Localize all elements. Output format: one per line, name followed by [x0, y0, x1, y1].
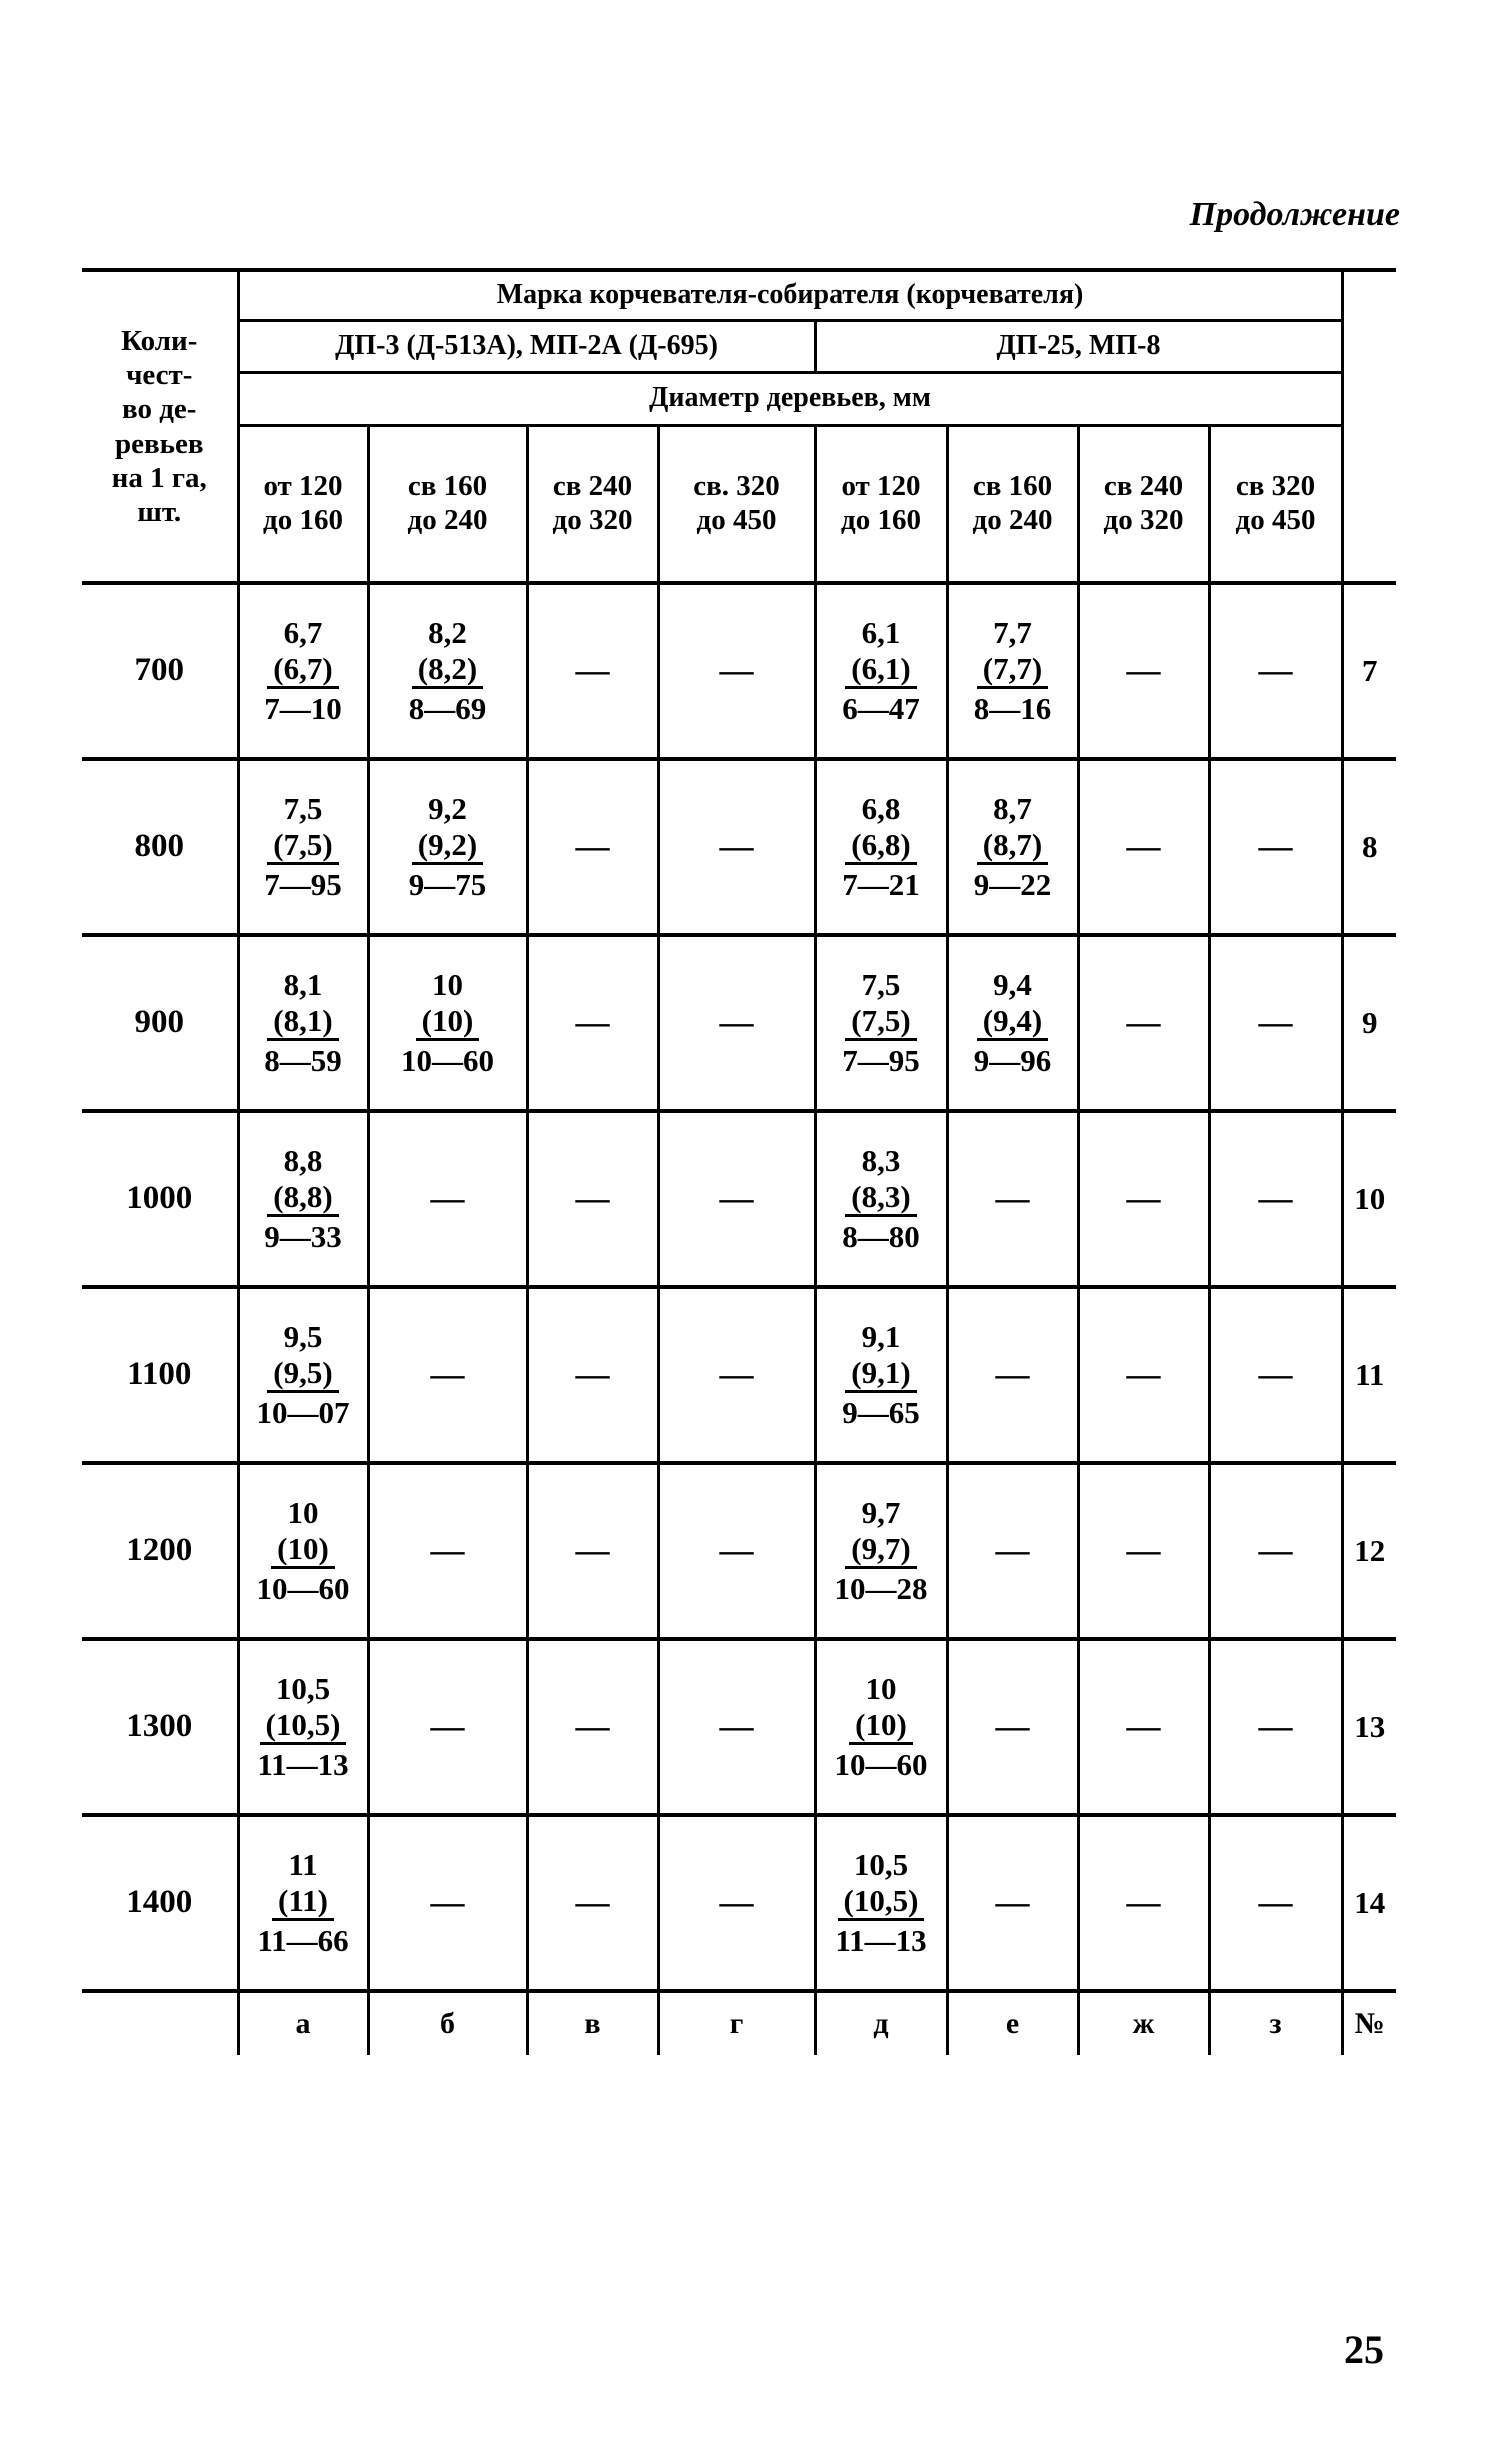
productivity-value: 10 [432, 967, 463, 1003]
productivity-alt-value: (6,7) [267, 651, 338, 690]
productivity-alt-value: (6,1) [845, 651, 916, 690]
value-stack [974, 967, 1052, 1079]
dash-cell: — [527, 935, 658, 1111]
time-value: 11—13 [835, 1923, 927, 1959]
productivity-value: 9,1 [861, 1319, 901, 1355]
time-value: 9—65 [842, 1395, 920, 1431]
productivity-alt-value: (9,2) [412, 827, 483, 866]
productivity-alt-value: (8,7) [977, 827, 1048, 866]
dash-cell: — [947, 1111, 1078, 1287]
value-stack [264, 1143, 342, 1255]
row-number-cell: 12 [1342, 1463, 1396, 1639]
productivity-value: 9,4 [993, 967, 1032, 1003]
value-stack [974, 791, 1052, 903]
time-value: 9—33 [264, 1219, 342, 1255]
productivity-value: 7,5 [861, 967, 901, 1003]
productivity-alt-value: (10) [849, 1707, 913, 1746]
dash-cell: — [1209, 583, 1342, 759]
productivity-value: 10 [865, 1671, 897, 1707]
dash-cell: — [1078, 759, 1209, 935]
productivity-alt-value: (8,2) [412, 651, 483, 690]
footer-letter-cell: в [527, 1991, 658, 2055]
tree-count-cell: 1200 [82, 1463, 238, 1639]
time-value: 8—59 [264, 1043, 342, 1079]
row-number-cell: 10 [1342, 1111, 1396, 1287]
time-value: 9—96 [973, 1043, 1052, 1079]
dash-cell: — [527, 1463, 658, 1639]
value-stack [842, 615, 920, 727]
group1-header: ДП-3 (Д-513А), МП-2А (Д-695) [238, 320, 815, 372]
tree-count-cell: 700 [82, 583, 238, 759]
dash-cell: — [368, 1815, 527, 1991]
dash-cell: — [527, 1815, 658, 1991]
value-stack [842, 1143, 920, 1255]
productivity-alt-value: (10,5) [838, 1883, 925, 1922]
value-cell [238, 1463, 368, 1639]
dash-cell: — [1078, 1111, 1209, 1287]
productivity-alt-value: (9,5) [267, 1355, 338, 1394]
dash-cell: — [658, 935, 815, 1111]
footer-letter-cell: а [238, 1991, 368, 2055]
productivity-alt-value: (8,3) [845, 1179, 916, 1218]
productivity-alt-value: (8,1) [267, 1003, 338, 1042]
productivity-value: 9,5 [283, 1319, 323, 1355]
table-row [82, 1815, 1396, 1991]
dash-cell: — [947, 1639, 1078, 1815]
value-stack [264, 791, 342, 903]
dash-cell: — [1209, 1463, 1342, 1639]
dash-cell: — [658, 1815, 815, 1991]
value-cell [815, 1639, 947, 1815]
dash-cell: — [368, 1111, 527, 1287]
time-value: 7—95 [842, 1043, 920, 1079]
tree-count-cell: 900 [82, 935, 238, 1111]
value-cell [815, 1287, 947, 1463]
page-number: 25 [1344, 2327, 1384, 2372]
diameter-column-header: св 320 до 450 [1209, 425, 1342, 583]
dash-cell: — [1078, 583, 1209, 759]
productivity-value: 6,8 [861, 791, 901, 827]
table-row [82, 1287, 1396, 1463]
dash-cell: — [527, 759, 658, 935]
value-stack [264, 615, 342, 727]
productivity-value: 8,8 [283, 1143, 323, 1179]
value-cell [238, 1111, 368, 1287]
productivity-value: 10,5 [275, 1671, 331, 1707]
time-value: 7—10 [264, 691, 342, 727]
dash-cell: — [527, 1111, 658, 1287]
time-value: 6—47 [842, 691, 920, 727]
dash-cell: — [947, 1463, 1078, 1639]
dash-cell: — [658, 583, 815, 759]
dash-cell: — [658, 1463, 815, 1639]
row-number-cell: 14 [1342, 1815, 1396, 1991]
value-stack [257, 1671, 348, 1783]
tree-count-cell: 1300 [82, 1639, 238, 1815]
value-cell [815, 935, 947, 1111]
time-value: 10—07 [256, 1395, 350, 1431]
productivity-alt-value: (7,5) [845, 1003, 916, 1042]
productivity-alt-value: (10) [271, 1531, 335, 1570]
dash-cell: — [947, 1815, 1078, 1991]
dash-cell: — [658, 1639, 815, 1815]
table-row [82, 1463, 1396, 1639]
footer-letter-cell: е [947, 1991, 1078, 2055]
diameter-column-header: св 160 до 240 [947, 425, 1078, 583]
footer-letter-cell: г [658, 1991, 815, 2055]
time-value: 11—13 [257, 1747, 349, 1783]
value-stack [835, 1671, 928, 1783]
value-stack [409, 615, 487, 727]
dash-cell: — [947, 1287, 1078, 1463]
productivity-alt-value: (6,8) [845, 827, 916, 866]
table-row [82, 759, 1396, 935]
productivity-alt-value: (9,7) [845, 1531, 916, 1570]
value-cell [947, 759, 1078, 935]
productivity-value: 8,7 [993, 791, 1032, 827]
value-cell [238, 1815, 368, 1991]
time-value: 7—95 [264, 867, 342, 903]
value-stack [842, 967, 920, 1079]
value-cell [238, 759, 368, 935]
dash-cell: — [1078, 1463, 1209, 1639]
value-cell [815, 759, 947, 935]
time-value: 8—80 [842, 1219, 920, 1255]
time-value: 10—28 [834, 1571, 928, 1607]
diameter-header: Диаметр деревьев, мм [238, 372, 1342, 425]
tree-count-cell: 1000 [82, 1111, 238, 1287]
value-stack [842, 791, 920, 903]
dash-cell: — [527, 583, 658, 759]
value-stack [835, 1847, 926, 1959]
productivity-value: 6,1 [861, 615, 901, 651]
corchevatel-table [82, 268, 1396, 2055]
footer-letter-cell: д [815, 1991, 947, 2055]
diameter-column-header: от 120 до 160 [238, 425, 368, 583]
time-value: 10—60 [834, 1747, 928, 1783]
row-number-cell: 7 [1342, 583, 1396, 759]
value-stack [264, 967, 342, 1079]
value-cell [238, 1639, 368, 1815]
dash-cell: — [1209, 759, 1342, 935]
dash-cell: — [1209, 935, 1342, 1111]
dash-cell: — [1209, 1639, 1342, 1815]
footer-row [82, 1991, 1396, 2055]
dash-cell: — [1078, 935, 1209, 1111]
footer-empty-cell [82, 1991, 238, 2055]
value-stack [401, 967, 494, 1079]
table-row [82, 1639, 1396, 1815]
productivity-alt-value: (7,7) [977, 651, 1048, 690]
time-value: 10—60 [256, 1571, 350, 1607]
diameter-column-header: св 240 до 320 [1078, 425, 1209, 583]
value-stack [409, 791, 487, 903]
time-value: 7—21 [842, 867, 920, 903]
productivity-alt-value: (8,8) [267, 1179, 338, 1218]
time-value: 10—60 [401, 1043, 494, 1079]
time-value: 9—22 [973, 867, 1052, 903]
value-stack [257, 1319, 350, 1431]
time-value: 9—75 [408, 867, 487, 903]
value-cell [368, 935, 527, 1111]
value-cell [815, 1463, 947, 1639]
productivity-value: 8,2 [428, 615, 467, 651]
dash-cell: — [658, 1287, 815, 1463]
dash-cell: — [658, 759, 815, 935]
productivity-value: 11 [288, 1847, 318, 1883]
productivity-value: 7,5 [283, 791, 323, 827]
value-cell [947, 583, 1078, 759]
footer-letter-cell: з [1209, 1991, 1342, 2055]
dash-cell: — [1078, 1639, 1209, 1815]
value-cell [238, 935, 368, 1111]
dash-cell: — [1078, 1287, 1209, 1463]
productivity-value: 9,7 [861, 1495, 901, 1531]
productivity-alt-value: (11) [272, 1883, 334, 1922]
productivity-alt-value: (9,1) [845, 1355, 916, 1394]
diameter-column-header: св 240 до 320 [527, 425, 658, 583]
count-header: Коли- чест- во де- ревьев на 1 га, шт. [82, 270, 238, 583]
time-value: 8—16 [973, 691, 1052, 727]
value-stack [835, 1495, 928, 1607]
dash-cell: — [1078, 1815, 1209, 1991]
productivity-alt-value: (7,5) [267, 827, 338, 866]
value-stack [842, 1319, 920, 1431]
diameter-column-header: св. 320 до 450 [658, 425, 815, 583]
dash-cell: — [1209, 1287, 1342, 1463]
dash-cell: — [368, 1287, 527, 1463]
dash-cell: — [1209, 1815, 1342, 1991]
num-header-spacer [1342, 270, 1396, 583]
dash-cell: — [1209, 1111, 1342, 1287]
productivity-alt-value: (10,5) [260, 1707, 347, 1746]
footer-num-label: № [1342, 1991, 1396, 2055]
value-cell [815, 1815, 947, 1991]
brand-title-header: Марка корчевателя-собирателя (корчевателя) [238, 270, 1342, 320]
productivity-value: 8,3 [861, 1143, 901, 1179]
productivity-value: 9,2 [428, 791, 467, 827]
table-row [82, 1111, 1396, 1287]
dash-cell: — [527, 1639, 658, 1815]
row-number-cell: 13 [1342, 1639, 1396, 1815]
value-cell [368, 583, 527, 759]
productivity-alt-value: (10) [416, 1003, 480, 1042]
productivity-value: 10,5 [853, 1847, 909, 1883]
row-number-cell: 8 [1342, 759, 1396, 935]
value-cell [815, 583, 947, 759]
productivity-value: 7,7 [993, 615, 1032, 651]
value-cell [238, 1287, 368, 1463]
data-table-wrapper [82, 268, 1396, 2055]
productivity-value: 8,1 [283, 967, 323, 1003]
table-row [82, 935, 1396, 1111]
value-stack [257, 1495, 350, 1607]
diameter-column-header: от 120 до 160 [815, 425, 947, 583]
time-value: 8—69 [408, 691, 487, 727]
tree-count-cell: 1100 [82, 1287, 238, 1463]
dash-cell: — [527, 1287, 658, 1463]
row-number-cell: 11 [1342, 1287, 1396, 1463]
diameter-column-header: св 160 до 240 [368, 425, 527, 583]
time-value: 11—66 [257, 1923, 349, 1959]
value-cell [815, 1111, 947, 1287]
tree-count-cell: 800 [82, 759, 238, 935]
footer-letter-cell: ж [1078, 1991, 1209, 2055]
productivity-value: 6,7 [283, 615, 323, 651]
productivity-alt-value: (9,4) [977, 1003, 1048, 1042]
row-number-cell: 9 [1342, 935, 1396, 1111]
value-stack [257, 1847, 348, 1959]
value-cell [238, 583, 368, 759]
group2-header: ДП-25, МП-8 [815, 320, 1342, 372]
value-cell [368, 759, 527, 935]
value-stack [974, 615, 1052, 727]
value-cell [947, 935, 1078, 1111]
dash-cell: — [368, 1463, 527, 1639]
continuation-label: Продолжение [1189, 196, 1400, 233]
table-row [82, 583, 1396, 759]
tree-count-cell: 1400 [82, 1815, 238, 1991]
dash-cell: — [368, 1639, 527, 1815]
footer-letter-cell: б [368, 1991, 527, 2055]
dash-cell: — [658, 1111, 815, 1287]
productivity-value: 10 [287, 1495, 319, 1531]
